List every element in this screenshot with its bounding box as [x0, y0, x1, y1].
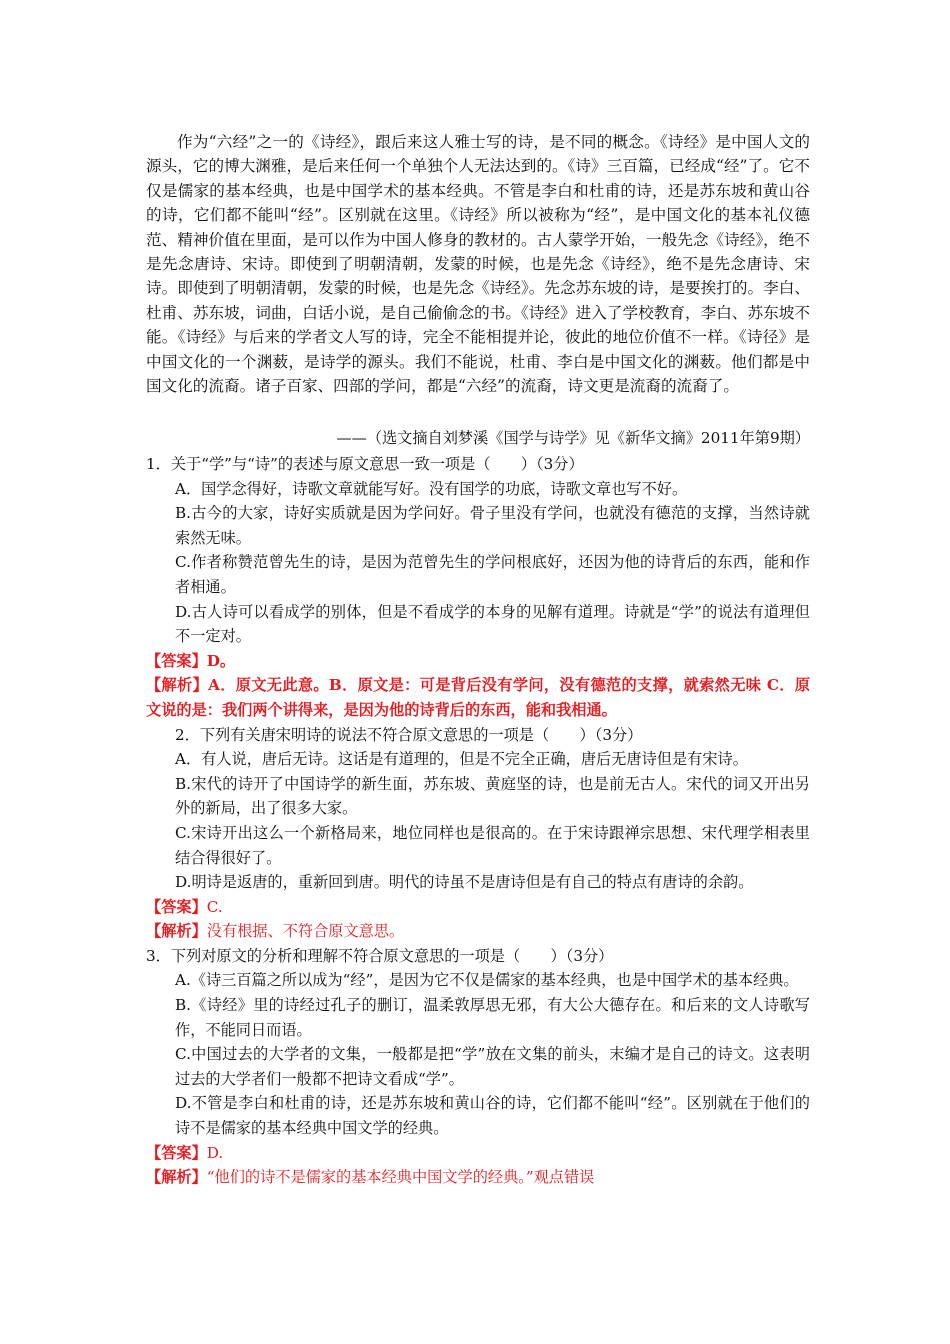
question-3 — [146, 944, 810, 1190]
question-3-option-d: D.不管是李白和杜甫的诗，还是苏东坡和黄山谷的诗，它们都不能叫“经”。区别就在于他们的诗不是儒家的基本经典中国文学的经典。 — [175, 1094, 810, 1138]
explanation-text: A．原文无此意。B．原文是：可是背后没有学问，没有德范的支撑，就索然无味 C．原文说的是：我们两个讲得来，是因为他的诗背后的东西，能和我相通。 — [146, 676, 811, 719]
question-3-answer — [146, 1141, 810, 1166]
passage-source: ——（选文摘自刘梦溪《国学与诗学》见《新华文摘》2011年第9期） — [336, 429, 810, 447]
answer-value: D. — [206, 1143, 224, 1162]
question-2-option-b: B.宋代的诗开了中国诗学的新生面，苏东坡、黄庭坚的诗，也是前无古人。宋代的词又开出另外的新局，出了很多大家。 — [175, 774, 810, 818]
explanation-tag: 【解析】 — [146, 922, 207, 941]
question-3-option-a: A.《诗三百篇之所以成为“经”，是因为它不仅是儒家的基本经典，也是中国学术的基本经典。 — [175, 971, 799, 990]
explanation-tag: 【解析】 — [146, 676, 209, 695]
question-3-option-c: C.中国过去的大学者的文集，一般都是把“学”放在文集的前头，末编才是自己的诗文。这表明过去的大学者们一般都不把诗文看成“学”。 — [175, 1045, 810, 1088]
question-3-stem: 3．下列对原文的分析和理解不符合原文意思的一项是（ ）（3分） — [146, 946, 614, 965]
question-3-option-b: B.《诗经》里的诗经过孔子的删订，温柔敦厚思无邪，有大公大德存在。和后来的文人诗歌写作，不能同日而语。 — [175, 996, 810, 1039]
question-2-explanation — [146, 919, 810, 944]
answer-tag: 【答案】 — [146, 651, 207, 670]
passage-paragraph: 作为“六经”之一的《诗经》，跟后来这人雅士写的诗，是不同的概念。《诗经》是中国人文的源头，它的博大渊雅，是后来任何一个单独个人无法达到的。《诗》三百篇，已经成“经”了。它不仅是儒家的基本经典，也是中国学术的基本经典。不管是李白和杜甫的诗，还是苏东坡和黄山谷的诗，它们都不能叫“经”。区别就在这里。《诗经》所以被称为“经”，是中国文化的基本礼仪德范、精神价值在里面，是可以作为中国人修身的教材的。古人蒙学开始，一般先念《诗经》，绝不是先念唐诗、宋诗。即使到了明朝清朝，发蒙的时候，也是先念《诗经》，绝不是先念唐诗、宋诗。即使到了明朝清朝，发蒙的时候，也是先念《诗经》。先念苏东坡的诗，是要挨打的。李白、杜甫、苏东坡，词曲，白话小说，是自己偷偷念的书。《诗经》进入了学校教育，李白、苏东坡不能。《诗经》与后来的学者文人写的诗，完全不能相提并论，彼此的地位价值不一样。《诗径》是中国文化的一个渊薮，是诗学的源头。我们不能说，杜甫、李白是中国文化的渊薮。他们都是中国文化的流裔。诸子百家、四部的学问，都是“六经”的流裔，诗文更是流裔的流裔了。 — [146, 133, 810, 396]
reading-passage — [146, 130, 810, 398]
question-1-answer — [146, 649, 810, 674]
question-1-stem: 1．关于“学”与“诗”的表述与原文意思一致一项是（ ）（3分） — [146, 455, 584, 473]
question-1 — [146, 452, 810, 723]
question-2 — [146, 723, 810, 944]
question-1-option-b: B.古今的大家，诗好实质就是因为学问好。骨子里没有学问，也就没有德范的支撑，当然诗就索然无味。 — [175, 504, 810, 547]
question-1-option-a: A．国学念得好，诗歌文章就能写好。没有国学的功底，诗歌文章也写不好。 — [175, 479, 688, 498]
explanation-text: “他们的诗不是儒家的基本经典中国文学的经典。”观点错误 — [206, 1168, 595, 1187]
question-list — [146, 452, 810, 1190]
question-1-explanation — [146, 673, 810, 722]
answer-value: D。 — [206, 651, 236, 670]
question-1-option-d: D.古人诗可以看成学的别体，但是不看成学的本身的见解有道理。诗就是“学”的说法有道理但不一定对。 — [175, 602, 810, 646]
question-3-explanation — [146, 1165, 810, 1190]
question-2-answer — [146, 895, 810, 920]
answer-tag: 【答案】 — [146, 897, 207, 916]
explanation-text: 没有根据、不符合原文意思。 — [206, 922, 405, 941]
question-2-stem: 2．下列有关唐宋明诗的说法不符合原文意思的一项是（ ）（3分） — [175, 725, 643, 744]
question-2-option-c: C.宋诗开出这么一个新格局来，地位同样也是很高的。在于宋诗跟禅宗思想、宋代理学相表里结合得很好了。 — [175, 823, 810, 867]
question-2-option-a: A．有人说，唐后无诗。这话是有道理的，但是不完全正确，唐后无唐诗但是有宋诗。 — [175, 750, 748, 769]
explanation-tag: 【解析】 — [146, 1168, 207, 1187]
question-2-option-d: D.明诗是返唐的，重新回到唐。明代的诗虽不是唐诗但是有自己的特点有唐诗的余韵。 — [175, 873, 754, 892]
question-1-option-c: C.作者称赞范曾先生的诗，是因为范曾先生的学问根底好，还因为他的诗背后的东西，能和作者相通。 — [175, 553, 810, 596]
answer-tag: 【答案】 — [146, 1143, 207, 1162]
answer-value: C. — [206, 897, 223, 916]
